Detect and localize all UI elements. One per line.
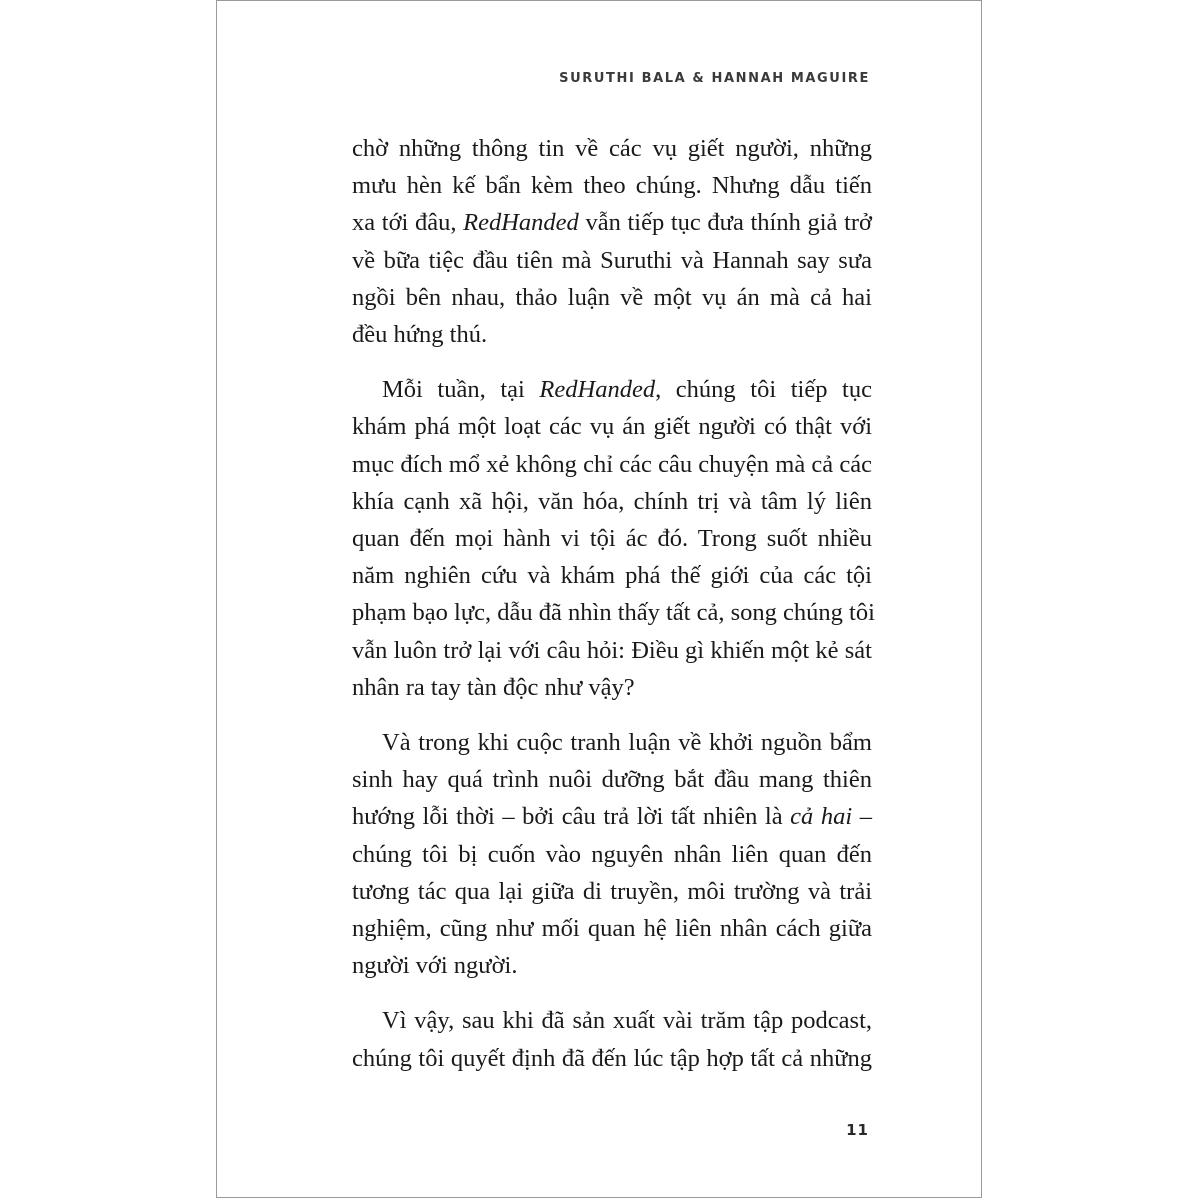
text-line: mưu hèn kế bẩn kèm theo chúng. Nhưng dẫu tiến <box>352 172 872 200</box>
text-line: khám phá một loạt các vụ án giết người có thật với <box>352 413 872 441</box>
text-line: người với người. <box>352 952 518 980</box>
text-line: chờ những thông tin về các vụ giết người, những <box>352 135 872 162</box>
text-line: chúng tôi bị cuốn vào nguyên nhân liên quan đến <box>352 840 872 868</box>
text-line: tương tác qua lại giữa di truyền, môi trường và trải <box>352 877 872 905</box>
text-line: đều hứng thú. <box>352 321 488 349</box>
text-line: năm nghiên cứu và khám phá thế giới của các tội <box>352 562 872 590</box>
text-line: mục đích mổ xẻ không chỉ các câu chuyện mà cả các <box>352 450 872 478</box>
text-line: khía cạnh xã hội, văn hóa, chính trị và tâm lý liên <box>352 487 872 515</box>
text-line: nghiệm, cũng như mối quan hệ liên nhân cách giữa <box>352 915 872 943</box>
text-line: hướng lỗi thời – bởi câu trả lời tất nhiên là cả hai – <box>352 803 872 831</box>
text-line: nhân ra tay tàn độc như vậy? <box>352 673 635 701</box>
text-line: Mỗi tuần, tại RedHanded, chúng tôi tiếp tục <box>382 376 872 404</box>
paragraph <box>352 724 872 984</box>
running-header: SURUTHI BALA & HANNAH MAGUIRE <box>559 71 870 86</box>
text-line: Vì vậy, sau khi đã sản xuất vài trăm tập podcast, <box>382 1007 872 1035</box>
paragraph <box>352 1002 872 1076</box>
text-line: quan đến mọi hành vi tội ác đó. Trong suốt nhiều <box>352 525 872 553</box>
body-text <box>352 130 875 1095</box>
text-line: sinh hay quá trình nuôi dưỡng bắt đầu mang thiên <box>352 766 872 794</box>
paragraph <box>352 130 872 353</box>
text-line: Và trong khi cuộc tranh luận về khởi nguồn bẩm <box>382 729 872 757</box>
text-line: xa tới đâu, RedHanded vẫn tiếp tục đưa thính giả trở <box>352 209 872 237</box>
text-line: về bữa tiệc đầu tiên mà Suruthi và Hannah say sưa <box>352 246 872 274</box>
page-number: 11 <box>846 1121 869 1139</box>
text-line: phạm bạo lực, dẫu đã nhìn thấy tất cả, song chúng tôi <box>352 599 875 627</box>
text-line: chúng tôi quyết định đã đến lúc tập hợp tất cả những <box>352 1044 872 1072</box>
paragraph <box>352 371 875 706</box>
text-line: vẫn luôn trở lại với câu hỏi: Điều gì khiến một kẻ sát <box>352 636 872 664</box>
text-line: ngồi bên nhau, thảo luận về một vụ án mà cả hai <box>352 283 872 311</box>
book-page <box>216 0 982 1198</box>
